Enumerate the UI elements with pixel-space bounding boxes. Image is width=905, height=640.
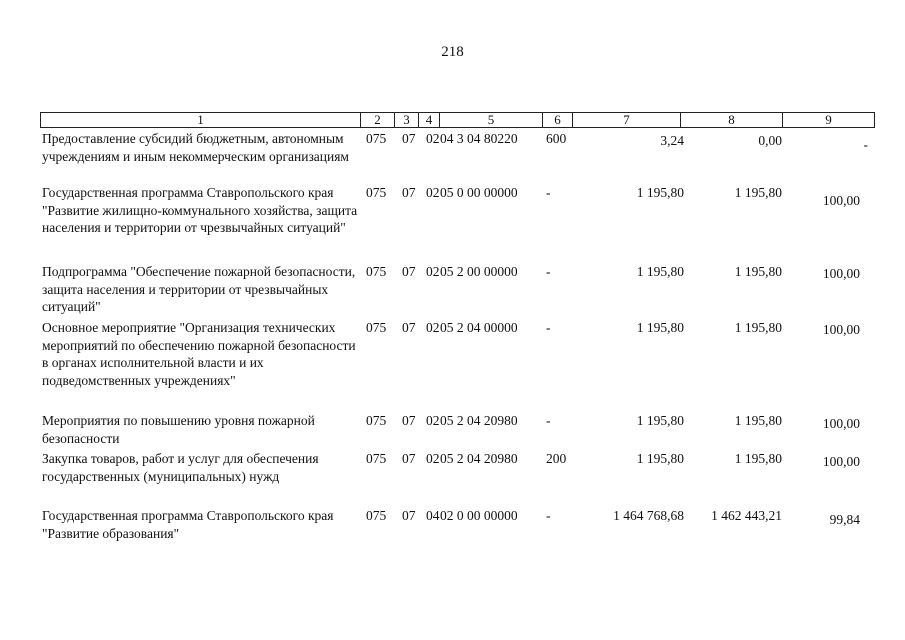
column-header-5	[439, 112, 543, 128]
cell-col-7: 1 195,80	[636, 320, 684, 335]
page-number: 218	[441, 44, 464, 60]
cell-col-9: -	[863, 137, 868, 152]
cell-col-8: 1 195,80	[734, 264, 782, 279]
cell-col-5: 02 0 00 00000	[440, 508, 518, 523]
column-header-label: 4	[425, 112, 433, 127]
column-header-9	[782, 112, 875, 128]
cell-col-5: 04 3 04 80220	[440, 131, 518, 146]
cell-col-2: 075	[366, 508, 387, 523]
cell-col-7: 1 195,80	[636, 264, 684, 279]
column-header-label: 3	[403, 112, 410, 127]
cell-col-3: 07	[402, 413, 416, 428]
cell-col-2: 075	[366, 451, 387, 466]
cell-col-5: 05 0 00 00000	[440, 185, 518, 200]
cell-col-4: 02	[426, 264, 440, 279]
column-header-label: 2	[374, 112, 381, 127]
row-name: Закупка товаров, работ и услуг для обеспечения государственных (муниципальных) нужд	[42, 451, 319, 484]
row-name: Мероприятия по повышению уровня пожарной безопасности	[42, 413, 315, 446]
cell-col-6: -	[546, 185, 551, 200]
cell-col-2: 075	[366, 264, 387, 279]
cell-col-9: 100,00	[822, 193, 860, 208]
column-header-label: 8	[728, 112, 735, 127]
cell-col-8: 1 462 443,21	[711, 508, 782, 523]
cell-col-3: 07	[402, 131, 416, 146]
column-header-label: 5	[487, 112, 495, 127]
column-header-8	[680, 112, 783, 128]
cell-col-7: 1 195,80	[636, 185, 684, 200]
cell-col-6: 600	[546, 131, 567, 146]
row-name: Государственная программа Ставропольского края "Развитие жилищно-коммунального хозяйства, защита населения и территории от чрезвычайных ситуаций"	[42, 185, 358, 235]
column-header-6	[542, 112, 573, 128]
cell-col-2: 075	[366, 185, 387, 200]
column-header-4	[418, 112, 440, 128]
cell-col-4: 02	[426, 320, 440, 335]
cell-col-6: -	[546, 413, 551, 428]
cell-col-7: 1 464 768,68	[613, 508, 684, 523]
cell-col-4: 02	[426, 413, 440, 428]
cell-col-4: 02	[426, 131, 440, 146]
cell-col-9: 100,00	[822, 266, 860, 281]
cell-col-7: 1 195,80	[636, 451, 684, 466]
cell-col-4: 02	[426, 185, 440, 200]
cell-col-9: 100,00	[822, 322, 860, 337]
cell-col-7: 1 195,80	[636, 413, 684, 428]
cell-col-8: 1 195,80	[734, 413, 782, 428]
cell-col-6: 200	[546, 451, 567, 466]
cell-col-5: 05 2 04 20980	[440, 413, 518, 428]
cell-col-6: -	[546, 320, 551, 335]
column-header-label: 9	[825, 112, 832, 127]
cell-col-3: 07	[402, 264, 416, 279]
column-header-7	[572, 112, 681, 128]
cell-col-6: -	[546, 508, 551, 523]
cell-col-8: 0,00	[758, 133, 782, 148]
row-name: Государственная программа Ставропольского края "Развитие образования"	[42, 508, 334, 541]
cell-col-2: 075	[366, 320, 387, 335]
cell-col-2: 075	[366, 131, 387, 146]
cell-col-8: 1 195,80	[734, 320, 782, 335]
column-header-2	[360, 112, 395, 128]
cell-col-3: 07	[402, 451, 416, 466]
row-name: Подпрограмма "Обеспечение пожарной безопасности, защита населения и территории от чрезвычайных ситуаций"	[42, 264, 356, 314]
cell-col-2: 075	[366, 413, 387, 428]
column-header-1	[40, 112, 361, 128]
row-name: Предоставление субсидий бюджетным, автономным учреждениям и иным некоммерческим организациям	[42, 131, 349, 164]
cell-col-3: 07	[402, 508, 416, 523]
cell-col-6: -	[546, 264, 551, 279]
cell-col-5: 05 2 04 00000	[440, 320, 518, 335]
column-header-label: 7	[623, 112, 630, 127]
cell-col-4: 04	[426, 508, 440, 523]
cell-col-7: 3,24	[660, 133, 684, 148]
cell-col-9: 100,00	[822, 416, 860, 431]
column-header-label: 1	[197, 112, 204, 127]
row-name: Основное мероприятие "Организация технических мероприятий по обеспечению пожарной безопасности в органах исполнительной власти и их подведомственных учреждениях"	[42, 320, 356, 388]
cell-col-5: 05 2 04 20980	[440, 451, 518, 466]
cell-col-3: 07	[402, 320, 416, 335]
cell-col-8: 1 195,80	[734, 185, 782, 200]
column-header-label: 6	[554, 112, 561, 127]
cell-col-5: 05 2 00 00000	[440, 264, 518, 279]
cell-col-9: 100,00	[822, 454, 860, 469]
column-header-3	[394, 112, 419, 128]
cell-col-9: 99,84	[829, 512, 860, 527]
cell-col-4: 02	[426, 451, 440, 466]
cell-col-3: 07	[402, 185, 416, 200]
cell-col-8: 1 195,80	[734, 451, 782, 466]
